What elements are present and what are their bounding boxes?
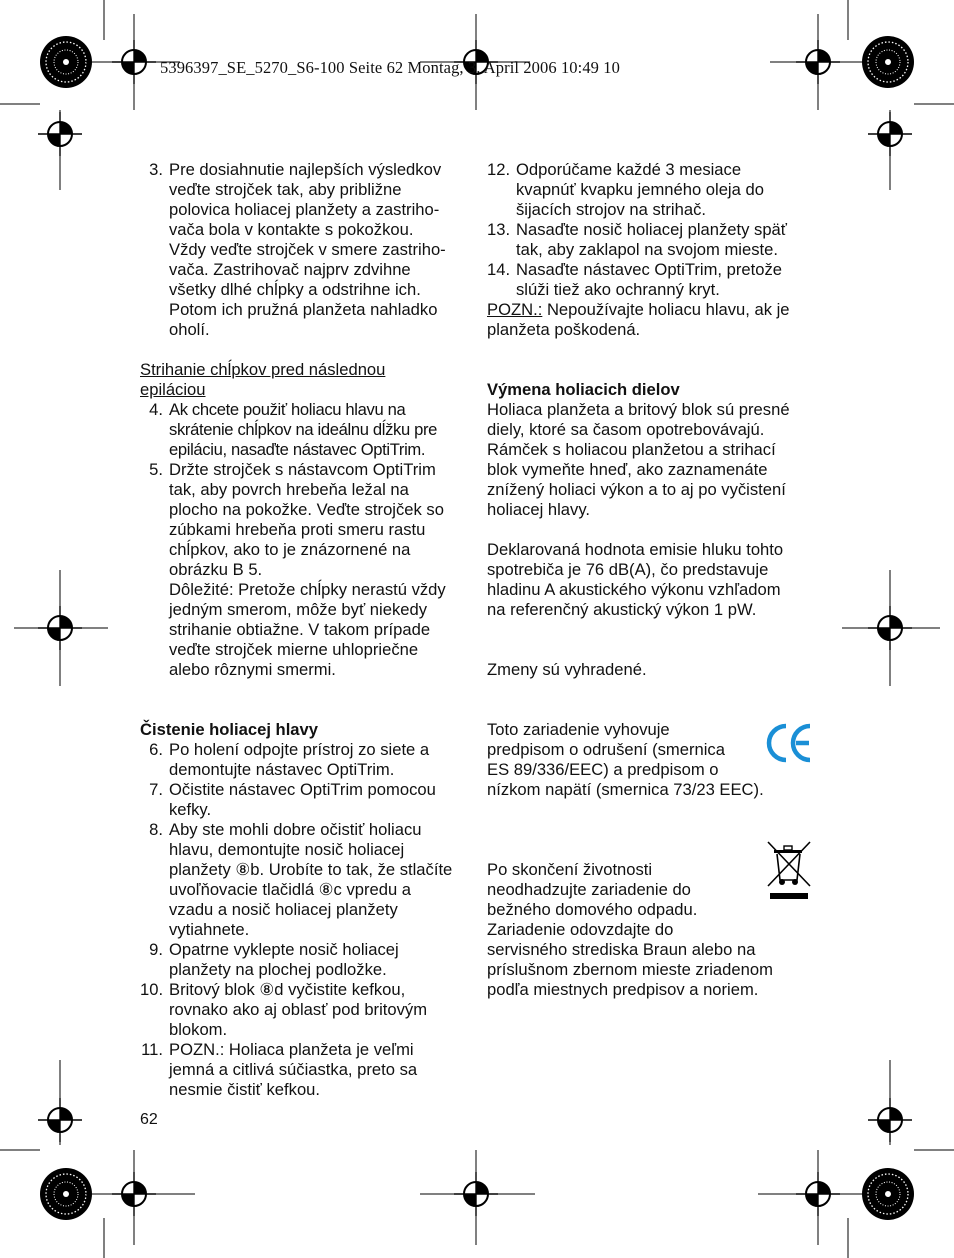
- text-line: Opatrne vyklepte nosič holiacej: [169, 940, 399, 959]
- text-line: jedným smerom, môže byť niekedy: [169, 600, 427, 619]
- list-item-8: 8. Aby ste mohli dobre očistiť holiacu hlavu, demontujte nosič holiacej planžety ⑧b. Urobíte to tak, že stlačíte uvoľňovacie tlačidlá ⑧c vpredu a vzadu a nosič holiacej planžety vytiahnete.: [140, 820, 470, 940]
- text-line: kefky.: [169, 800, 212, 819]
- text-line: zúbkami hrebeňa proti smeru rastu: [169, 520, 426, 539]
- section-title-cleaning: Čistenie holiacej hlavy: [140, 720, 318, 739]
- text-line: skrátenie chĺpkov na ideálnu dĺžku pre: [169, 420, 438, 439]
- text-line: chĺpkov, ako to je znázornené na: [169, 540, 411, 559]
- text-line: diely, ktoré sa časom opotrebovávajú.: [487, 420, 765, 439]
- text-line: blokom.: [169, 1020, 228, 1039]
- text-line: blok vymeňte hneď, ako zaznamenáte: [487, 460, 768, 479]
- text-line: podľa miestnych predpisov a noriem.: [487, 980, 759, 999]
- text-line: kvapnúť kvapku jemného oleja do: [516, 180, 764, 199]
- text-line: Zariadenie odovzdajte do: [487, 920, 674, 939]
- text-line: Po skončení životnosti: [487, 860, 653, 879]
- text-line: tak, aby povrch hrebeňa ležal na: [169, 480, 409, 499]
- list-item-3: [140, 160, 470, 340]
- text-line: predpisom o odrušení (smernica: [487, 740, 725, 759]
- text-line: Odporúčame každé 3 mesiace: [516, 160, 742, 179]
- registration-star-icon: [40, 1168, 92, 1220]
- text-line: jemná a citlivá súčiastka, preto sa: [169, 1060, 418, 1079]
- text-line: vača. Zastrihovač najprv zdvihne: [169, 260, 411, 279]
- text-line: epiláciu, nasaďte nástavec OptiTrim.: [169, 440, 426, 459]
- note-label: POZN.:: [487, 300, 543, 319]
- list-item-14: 14. Nasaďte nástavec OptiTrim, pretože slúži tiež ako ochranný kryt.: [487, 260, 817, 300]
- text-line: hlavu, demontujte nosič holiacej: [169, 840, 405, 859]
- text-line: Aby ste mohli dobre očistiť holiacu: [169, 820, 422, 839]
- text-line: planžety ⑧b. Urobíte to tak, že stlačíte: [169, 860, 453, 879]
- text-line: znížený holiaci výkon a to aj po vyčistení: [487, 480, 786, 499]
- text-line: uvoľňovacie tlačidlá ⑧c vpredu a: [169, 880, 412, 899]
- list-item-13: 13. Nasaďte nosič holiacej planžety späť tak, aby zaklapol na svojom mieste.: [487, 220, 817, 260]
- text-line: hladinu A akustického výkonu vzhľadom: [487, 580, 781, 599]
- text-line: šijacích strojov na strihač.: [516, 200, 706, 219]
- text-line: Holiaca planžeta a britový blok sú presné: [487, 400, 790, 419]
- text-line: slúži tiež ako ochranný kryt.: [516, 280, 720, 299]
- text-line: bežného domového odpadu.: [487, 900, 698, 919]
- text-line: planžety na plochej podložke.: [169, 960, 387, 979]
- list-text: [169, 160, 470, 340]
- text-line: príslušnom zbernom mieste zriadenom: [487, 960, 773, 979]
- text-line: Ak chcete použiť holiacu hlavu na: [169, 400, 406, 419]
- text-line: Držte strojček s nástavcom OptiTrim: [169, 460, 436, 479]
- text-line: servisného strediska Braun alebo na: [487, 940, 756, 959]
- text-line: nesmie čistiť kefkou.: [169, 1080, 321, 1099]
- text-line: ES 89/336/EEC) a predpisom o: [487, 760, 719, 779]
- page-number: 62: [140, 1111, 158, 1128]
- text-line: vača bola v kontakte s pokožkou.: [169, 220, 414, 239]
- registration-star-icon: [40, 36, 92, 88]
- text-line: Rámček s holiacou planžetou a strihací: [487, 440, 776, 459]
- text-line: vytiahnete.: [169, 920, 250, 939]
- registration-star-icon: [862, 36, 914, 88]
- noise-paragraph: [487, 540, 817, 620]
- list-item-12: 12. Odporúčame každé 3 mesiace kvapnúť kvapku jemného oleja do šijacích strojov na strihač.: [487, 160, 817, 220]
- text-line: Očistite nástavec OptiTrim pomocou: [169, 780, 436, 799]
- changes-reserved: Zmeny sú vyhradené.: [487, 660, 647, 679]
- text-line: veďte strojček tak, aby približne: [169, 180, 402, 199]
- text-line: polovica holiacej planžety a zastriho-: [169, 200, 440, 219]
- text-line: Pre dosiahnutie najlepších výsledkov: [169, 160, 442, 179]
- list-item-6: 6. Po holení odpojte prístroj zo siete a demontujte nástavec OptiTrim.: [140, 740, 470, 780]
- text-line: POZN.: Holiaca planžeta je veľmi: [169, 1040, 414, 1059]
- text-line: Nasaďte nástavec OptiTrim, pretože: [516, 260, 782, 279]
- list-item-9: 9. Opatrne vyklepte nosič holiacej planžety na plochej podložke.: [140, 940, 470, 980]
- section-title-replacement: Výmena holiacich dielov: [487, 380, 680, 399]
- crossed-bin-icon: [766, 840, 812, 906]
- text-line: Vždy veďte strojček v smere zastriho-: [169, 240, 446, 259]
- ce-mark-icon: [766, 720, 814, 766]
- text-line: Po holení odpojte prístroj zo siete a: [169, 740, 430, 759]
- text-line: neodhadzujte zariadenie do: [487, 880, 691, 899]
- note: POZN.: Nepoužívajte holiacu hlavu, ak je planžeta poškodená.: [487, 300, 790, 339]
- registration-star-icon: [862, 1168, 914, 1220]
- list-item-5: 5. Držte strojček s nástavcom OptiTrim tak, aby povrch hrebeňa ležal na plocho na pokožke. Veďte strojček so zúbkami hrebeňa proti smeru rastu chĺpkov, ako to je znázornené na obrázku B 5. Dôležité: Pretože chĺpky nerastú vždy jedným smerom, môže byť niekedy strihanie obtiažne. V takom prípade veďte strojček mierne uhlopriečne alebo rôznymi smermi.: [140, 460, 470, 680]
- text-line: obrázku B 5.: [169, 560, 263, 579]
- text-line: Toto zariadenie vyhovuje: [487, 720, 670, 739]
- text-line: demontujte nástavec OptiTrim.: [169, 760, 395, 779]
- text-line: oholí.: [169, 320, 210, 339]
- section-title-trimming: Strihanie chĺpkov pred následnou epiláciou: [140, 360, 386, 399]
- text-line: vzadu a nosič holiacej planžety: [169, 900, 398, 919]
- text-line: holiacej hlavy.: [487, 500, 590, 519]
- text-line: alebo rôznymi smermi.: [169, 660, 336, 679]
- list-item-10: 10. Britový blok ⑧d vyčistite kefkou, rovnako ako aj oblasť pod britovým blokom.: [140, 980, 470, 1040]
- text-line: Potom ich pružná planžeta nahladko: [169, 300, 438, 319]
- text-line: Dôležité: Pretože chĺpky nerastú vždy: [169, 580, 446, 599]
- replacement-paragraph: [487, 400, 817, 520]
- text-line: nízkom napätí (smernica 73/23 EEC).: [487, 780, 764, 799]
- list-item-7: 7. Očistite nástavec OptiTrim pomocou kefky.: [140, 780, 470, 820]
- text-line: Nasaďte nosič holiacej planžety späť: [516, 220, 788, 239]
- left-column: [140, 160, 470, 1100]
- text-line: všetky dlhé chĺpky a odstrihne ich.: [169, 280, 421, 299]
- text-line: strihanie obtiažne. V takom prípade: [169, 620, 431, 639]
- print-header: 5396397_SE_5270_S6-100 Seite 62 Montag, 3. April 2006 10:49 10: [160, 58, 620, 77]
- text-line: spotrebiča je 76 dB(A), čo predstavuje: [487, 560, 769, 579]
- list-item-4: 4. Ak chcete použiť holiacu hlavu na skrátenie chĺpkov na ideálnu dĺžku pre epiláciu, nasaďte nástavec OptiTrim.: [140, 400, 470, 460]
- text-line: na referenčný akustický výkon 1 pW.: [487, 600, 757, 619]
- text-line: rovnako ako aj oblasť pod britovým: [169, 1000, 428, 1019]
- list-item-11: 11. POZN.: Holiaca planžeta je veľmi jemná a citlivá súčiastka, preto sa nesmie čistiť kefkou.: [140, 1040, 470, 1100]
- text-line: tak, aby zaklapol na svojom mieste.: [516, 240, 778, 259]
- text-line: Britový blok ⑧d vyčistite kefkou,: [169, 980, 406, 999]
- text-line: veďte strojček mierne uhlopriečne: [169, 640, 419, 659]
- list-number: 3.: [149, 160, 163, 179]
- text-line: plocho na pokožke. Veďte strojček so: [169, 500, 444, 519]
- text-line: Deklarovaná hodnota emisie hluku tohto: [487, 540, 784, 559]
